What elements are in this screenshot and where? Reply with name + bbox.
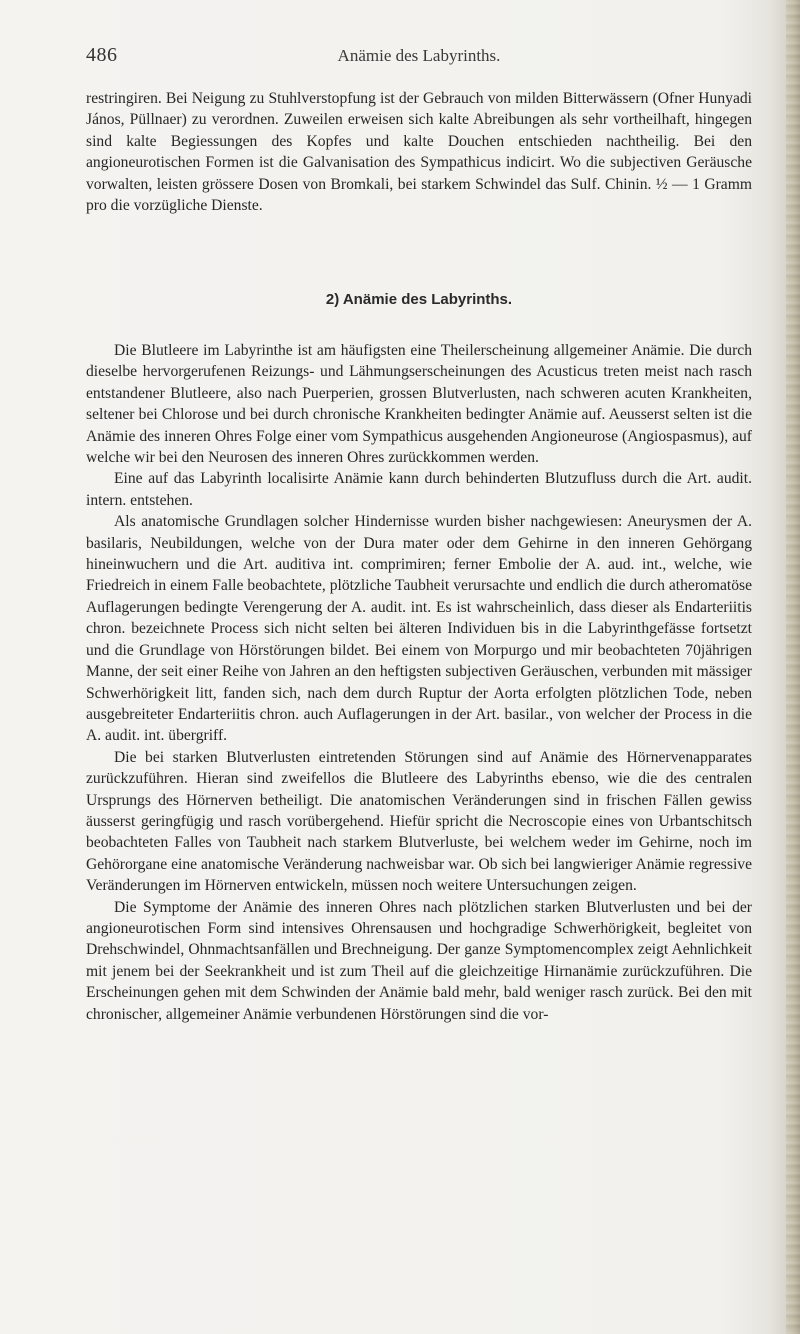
paragraph: Die bei starken Blutverlusten eintretenden Störungen sind auf Anämie des Hörnervenapparates zurückzuführen. Hieran sind zweifellos die Blutleere des Labyrinths ebenso, wie die des centralen Ursprungs des Hörnerven betheiligt. Die anatomischen Veränderungen sind in frischen Fällen gewiss äusserst geringfügig und rasch vorübergehend. Hiefür spricht die Necroscopie eines von Urbantschitsch beobachteten Falles von Taubheit nach starkem Blutverluste, bei welchem weder im Gehirne, noch im Gehörorgane eine anatomische Veränderung nachweisbar war. Ob sich bei langwieriger Anämie regressive Veränderungen im Hörnerven entwickeln, müssen noch weitere Untersuchungen zeigen. — [86, 748, 752, 895]
paragraph: Die Symptome der Anämie des inneren Ohres nach plötzlichen starken Blutverlusten und bei der angioneurotischen Form sind intensives Ohrensausen und hochgradige Schwerhörigkeit, begleitet von Drehschwindel, Ohnmachtsanfällen und Brechneigung. Der ganze Symptomencomplex zeigt Aehnlichkeit mit jenem bei der Seekrankheit und ist zum Theil auf die gleichzeitige Hirnanämie zurückzuführen. Die Erscheinungen gehen mit dem Schwinden der Anämie bald mehr, bald weniger rasch zurück. Bei den mit chronischer, allgemeiner Anämie verbundenen Hörstörungen sind die vor- — [86, 898, 752, 1023]
paragraph: Die Blutleere im Labyrinthe ist am häufigsten eine Theilerscheinung allgemeiner Anämie. Die durch dieselbe hervorgerufenen Reizungs- und Lähmungserscheinungen des Acusticus treten meist nach rasch entstandener Blutleere, also nach Puerperien, grossen Blutverlusten, nach schweren acuten Krankheiten, seltener bei Chlorose und bei durch chronische Krankheiten bedingter Anämie auf. Aeusserst selten ist die Anämie des inneren Ohres Folge einer vom Sympathicus ausgehenden Angioneurose (Angiospasmus), auf welche wir bei den Neurosen des inneren Ohres zurückkommen werden. — [86, 342, 752, 467]
page-number: 486 — [86, 44, 118, 66]
paragraph: Als anatomische Grundlagen solcher Hindernisse wurden bisher nachgewiesen: Aneurysmen der A. basilaris, Neubildungen, welche von der Dura mater oder dem Gehirne in den inneren Gehörgang hineinwuchern und die Art. auditiva int. comprimiren; ferner Embolie der A. aud. int., welche, wie Friedreich in einem Falle beobachtete, plötzliche Taubheit verursachte und endlich die durch atheromatöse Auflagerungen bedingte Verengerung der A. audit. int. Es ist wahrscheinlich, dass dieser als Endarteriitis chron. bezeichnete Process sich nicht selten bei älteren Individuen bis in die Labyrinthgefässe fortsetzt und die Grundlage von Hörstörungen bildet. Bei einem von Morpurgo und mir beobachteten 70jährigen Manne, der seit einer Reihe von Jahren an den heftigsten subjectiven Geräuschen, verbunden mit mässiger Schwerhörigkeit litt, fanden sich, nach dem durch Ruptur der Aorta erfolgten plötzlichen Tode, neben ausgebreiteter Endarteriitis chron. auch Auflagerungen in der Art. basilar., von welcher der Process in die A. audit. int. übergriff. — [86, 513, 752, 745]
paragraph: Eine auf das Labyrinth localisirte Anämie kann durch behinderten Blutzufluss durch die Art. audit. intern. entstehen. — [86, 470, 752, 509]
book-spine-edge — [786, 0, 800, 1334]
page-header — [86, 44, 752, 74]
paragraph: restringiren. Bei Neigung zu Stuhlverstopfung ist der Gebrauch von milden Bitterwässern (Ofner Hunyadi János, Püllnaer) zu verordnen. Zuweilen erweisen sich kalte Abreibungen als sehr vortheilhaft, hingegen sind kalte Begiessungen des Kopfes und kalte Douchen entschieden nachtheilig. Bei den angioneurotischen Formen ist die Galvanisation des Sympathicus indicirt. Wo die subjectiven Geräusche vorwalten, leisten grössere Dosen von Bromkali, bei starkem Schwindel das Sulf. Chinin. ½ — 1 Gramm pro die vorzügliche Dienste. — [86, 90, 752, 215]
running-head: Anämie des Labyrinths. — [337, 46, 501, 65]
section-heading: 2) Anämie des Labyrinths. — [325, 291, 513, 308]
text-block-after-heading — [86, 340, 752, 1025]
text-block-before-heading — [86, 88, 752, 216]
